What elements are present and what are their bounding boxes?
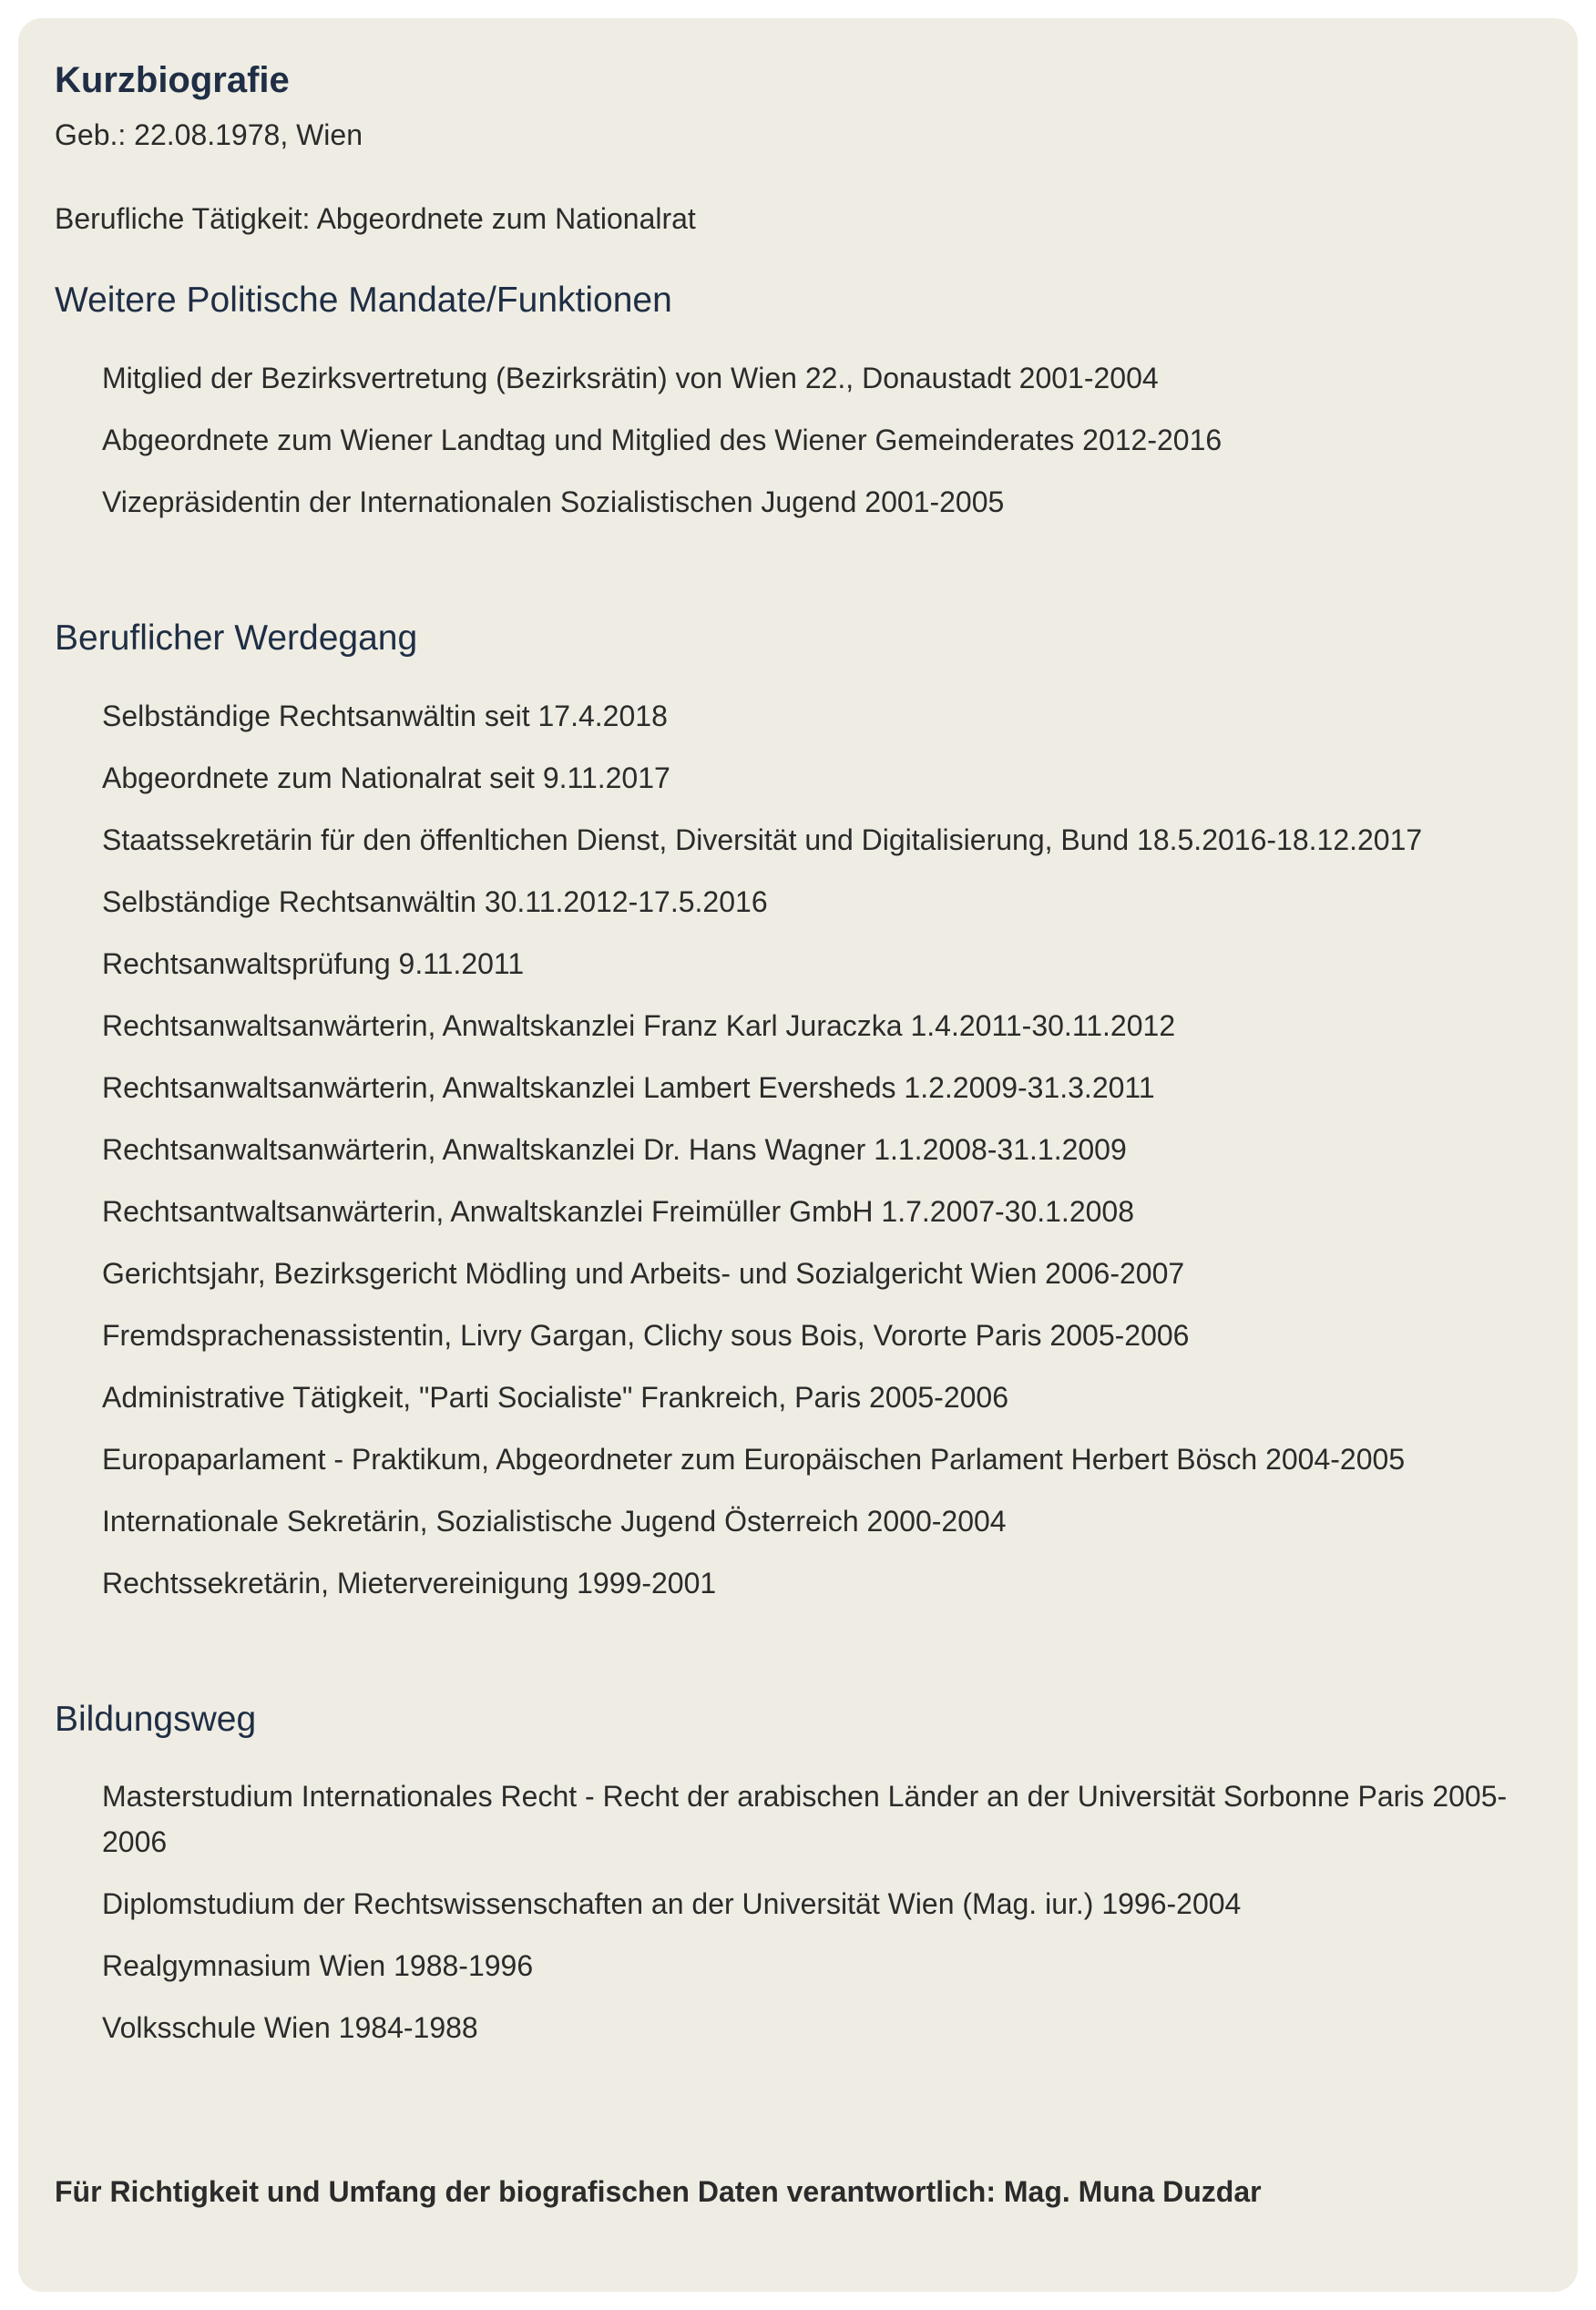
career-list xyxy=(55,693,1541,1606)
section-heading-education: Bildungsweg xyxy=(55,1699,257,1739)
list-item: Rechtssekretärin, Mietervereinigung 1999-2001 xyxy=(102,1566,717,1600)
list-item: Selbständige Rechtsanwältin seit 17.4.2018 xyxy=(102,699,668,732)
list-item: Selbständige Rechtsanwältin 30.11.2012-17.5.2016 xyxy=(102,884,768,918)
list-item: Rechtsanwaltsanwärterin, Anwaltskanzlei Lambert Eversheds 1.2.2009-31.3.2011 xyxy=(102,1070,1155,1104)
list-item: Abgeordnete zum Wiener Landtag und Mitglied des Wiener Gemeinderates 2012-2016 xyxy=(102,423,1223,456)
biography-card xyxy=(18,18,1578,2292)
list-item: Abgeordnete zum Nationalrat seit 9.11.2017 xyxy=(102,761,670,794)
birth-info: Geb.: 22.08.1978, Wien xyxy=(55,118,363,151)
list-item: Diplomstudium der Rechtswissenschaften an der Universität Wien (Mag. iur.) 1996-2004 xyxy=(102,1887,1242,1921)
list-item: Fremdsprachenassistentin, Livry Gargan, Clichy sous Bois, Vororte Paris 2005-2006 xyxy=(102,1318,1190,1352)
list-item: Gerichtsjahr, Bezirksgericht Mödling und Arbeits- und Sozialgericht Wien 2006-2007 xyxy=(102,1256,1185,1290)
list-item: Volksschule Wien 1984-1988 xyxy=(102,2011,478,2045)
responsibility-note: Für Richtigkeit und Umfang der biografischen Daten verantwortlich: Mag. Muna Duzdar xyxy=(55,2175,1262,2208)
list-item: Masterstudium Internationales Recht - Recht der arabischen Länder an der Universität Sorbonne Paris 2005-2006 xyxy=(102,1780,1508,1859)
list-item: Rechtsanwaltsanwärterin, Anwaltskanzlei Franz Karl Juraczka 1.4.2011-30.11.2012 xyxy=(102,1008,1176,1042)
profession-info: Berufliche Tätigkeit: Abgeordnete zum Nationalrat xyxy=(55,201,696,235)
list-item: Vizepräsidentin der Internationalen Sozialistischen Jugend 2001-2005 xyxy=(102,485,1005,518)
section-heading-mandates: Weitere Politische Mandate/Funktionen xyxy=(55,281,672,321)
list-item: Staatssekretärin für den öffenltichen Dienst, Diversität und Digitalisierung, Bund 18.5.2016-18.12.2017 xyxy=(102,823,1423,856)
page-title: Kurzbiografie xyxy=(55,60,290,100)
list-item: Administrative Tätigkeit, "Parti Socialiste" Frankreich, Paris 2005-2006 xyxy=(102,1380,1008,1414)
list-item: Rechtsantwaltsanwärterin, Anwaltskanzlei Freimüller GmbH 1.7.2007-30.1.2008 xyxy=(102,1194,1134,1228)
section-heading-career: Beruflicher Werdegang xyxy=(55,618,418,658)
list-item: Internationale Sekretärin, Sozialistische Jugend Österreich 2000-2004 xyxy=(102,1504,1007,1538)
education-list xyxy=(55,1773,1541,2050)
list-item: Realgymnasium Wien 1988-1996 xyxy=(102,1949,534,1983)
list-item: Europaparlament - Praktikum, Abgeordneter zum Europäischen Parlament Herbert Bösch 2004-2005 xyxy=(102,1442,1406,1476)
list-item: Rechtsanwaltsanwärterin, Anwaltskanzlei Dr. Hans Wagner 1.1.2008-31.1.2009 xyxy=(102,1132,1127,1166)
list-item: Mitglied der Bezirksvertretung (Bezirksrätin) von Wien 22., Donaustadt 2001-2004 xyxy=(102,361,1159,394)
mandates-list xyxy=(55,355,1541,525)
list-item: Rechtsanwaltsprüfung 9.11.2011 xyxy=(102,946,525,980)
